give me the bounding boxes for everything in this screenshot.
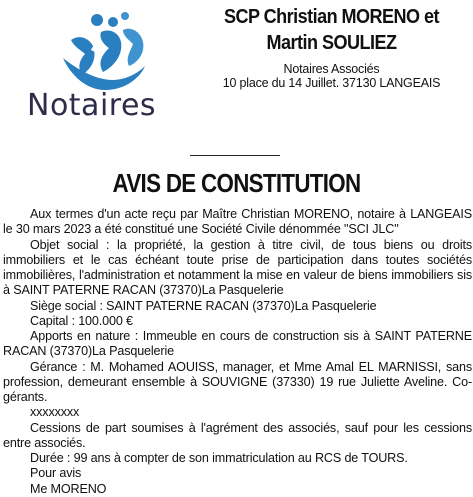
notice-paragraph-transfers: Cessions de part soumises à l'agrément des associés, sauf pour les cessions entre associés.	[3, 420, 472, 450]
divider	[190, 155, 280, 156]
notice-paragraph-management: Gérance : M. Mohamed AOUISS, manager, et Mme Amal EL MARNISSI, sans profession, demeurant ensemble à SOUVIGNE (37330) 19 rue Juliette Aveline. Co-gérants.	[3, 359, 472, 404]
notaires-emblem-icon	[53, 10, 153, 92]
notice-paragraph-separator: xxxxxxxx	[30, 405, 80, 420]
office-header	[190, 4, 473, 90]
notice-paragraph-capital: Capital : 100.000 €	[30, 313, 133, 328]
office-subtitle: Notaires Associés	[283, 62, 380, 76]
notice-paragraph-intro: Aux termes d'un acte reçu par Maître Christian MORENO, notaire à LANGEAIS le 30 mars 2023 a été constitué une Société Civile dénommée "SCI JLC"	[3, 207, 472, 237]
office-name-line1: SCP Christian MORENO et	[223, 5, 440, 28]
office-name-line2: Martin SOULIEZ	[266, 31, 397, 54]
notice-paragraph-contributions: Apports en nature : Immeuble en cours de construction sis à SAINT PATERNE RACAN (37370)La Pasquelerie	[3, 329, 472, 359]
notice-paragraph-seat: Siège social : SAINT PATERNE RACAN (37370)La Pasquelerie	[30, 298, 377, 313]
notice-paragraph-signature: Me MORENO	[30, 481, 107, 496]
notice-paragraph-closing: Pour avis	[30, 466, 82, 481]
notice-body	[3, 207, 472, 497]
office-address: 10 place du 14 Juillet. 37130 LANGEAIS	[222, 76, 441, 90]
logo-wordmark: Notaires	[27, 88, 157, 123]
notice-title: AVIS DE CONSTITUTION	[112, 168, 361, 198]
notaires-logo	[25, 10, 180, 125]
notice-paragraph-duration: Durée : 99 ans à compter de son immatriculation au RCS de TOURS.	[30, 451, 408, 465]
notice-paragraph-object: Objet social : la propriété, la gestion à titre civil, de tous biens ou droits immobiliers et le cas échéant toute prise de participation dans toutes sociétés immobilières, l'administration et notamment la mise en valeur de biens immobiliers sis à SAINT PATERNE RACAN (37370)La Pasquelerie	[3, 237, 472, 298]
